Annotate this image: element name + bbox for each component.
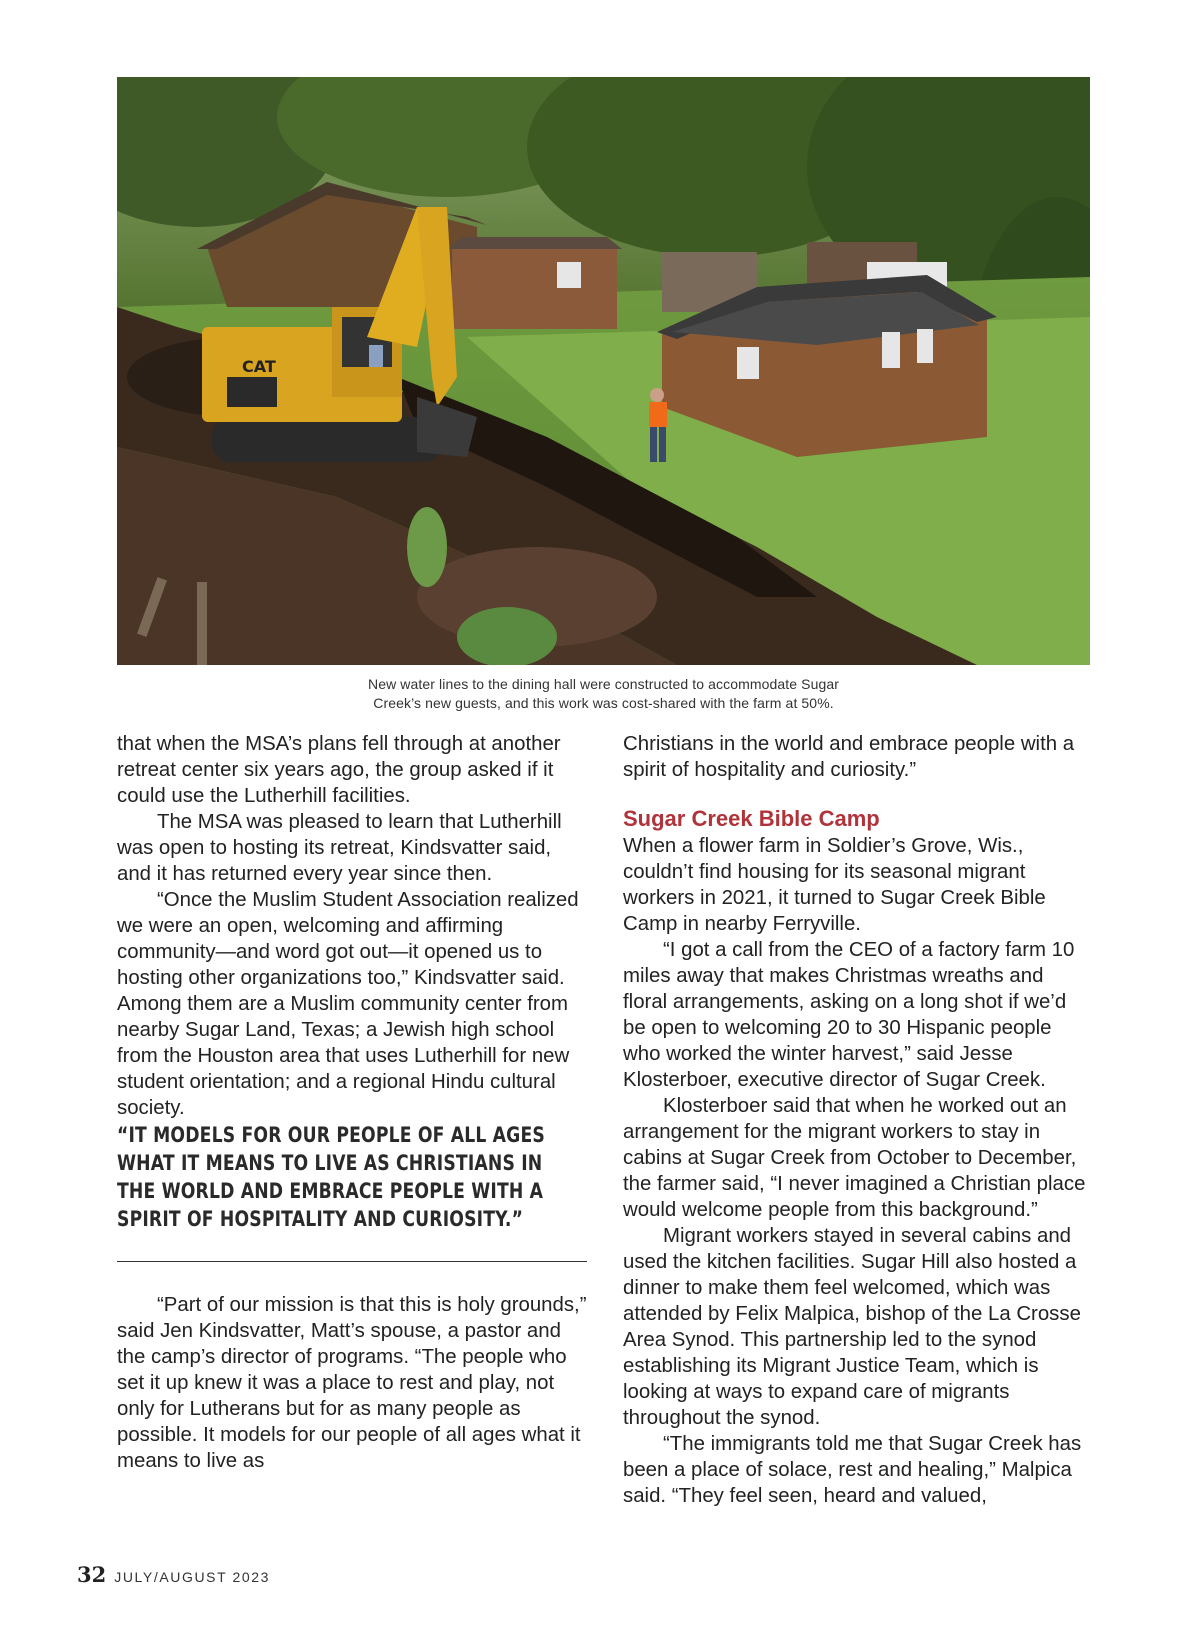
right-paragraph-3: “I got a call from the CEO of a factory farm 10 miles away that makes Christmas wreaths and floral arrangements, asking on a long shot if we’d be open to welcoming 20 to 30 Hispanic people who worked the winter harvest,” said Jesse Klosterboer, executive director of Sugar Creek.	[623, 939, 1075, 1091]
pull-quote: “IT MODELS FOR OUR PEOPLE OF ALL AGES WHAT IT MEANS TO LIVE AS CHRISTIANS IN THE WORLD AND EMBRACE PEOPLE WITH A SPIRIT OF HOSPITALITY AND CURIOSITY.”	[117, 1123, 545, 1231]
right-paragraph-1: Christians in the world and embrace people with a spirit of hospitality and curiosity.”	[623, 733, 1075, 781]
left-column	[117, 731, 587, 1474]
issue-date: JULY/AUGUST 2023	[114, 1569, 271, 1585]
pull-quote-divider	[117, 1261, 587, 1262]
excavator-cat-label: CAT	[242, 357, 276, 376]
page-footer	[77, 1562, 270, 1587]
article-photo	[117, 77, 1090, 665]
left-paragraph-4: “Part of our mission is that this is holy grounds,” said Jen Kindsvatter, Matt’s spouse, a pastor and the camp’s director of programs. “The people who set it up knew it was a place to rest and play, not only for Lutherans but for as many people as possible. It models for our people of all ages what it means to live as	[117, 1294, 587, 1472]
right-paragraph-2: When a flower farm in Soldier’s Grove, Wis., couldn’t find housing for its seasonal migrant workers in 2021, it turned to Sugar Creek Bible Camp in nearby Ferryville.	[623, 835, 1046, 935]
right-paragraph-6: “The immigrants told me that Sugar Creek has been a place of solace, rest and healing,” Malpica said. “They feel seen, heard and valued,	[623, 1433, 1082, 1507]
section-subhead: Sugar Creek Bible Camp	[623, 806, 880, 831]
page-number: 32	[77, 1562, 107, 1587]
right-paragraph-4: Klosterboer said that when he worked out an arrangement for the migrant workers to stay in cabins at Sugar Creek from October to December, the farmer said, “I never imagined a Christian place would welcome people from this background.”	[623, 1095, 1086, 1221]
caption-line-1: New water lines to the dining hall were constructed to accommodate Sugar	[368, 676, 839, 692]
right-paragraph-5: Migrant workers stayed in several cabins and used the kitchen facilities. Sugar Hill also hosted a dinner to make them feel welcomed, which was attended by Felix Malpica, bishop of the La Crosse Area Synod. This partnership led to the synod establishing its Migrant Justice Team, which is looking at ways to expand care of migrants throughout the synod.	[623, 1225, 1081, 1429]
excavation-scene-illustration	[117, 77, 1090, 665]
left-paragraph-2: The MSA was pleased to learn that Lutherhill was open to hosting its retreat, Kindsvatter said, and it has returned every year since then.	[117, 811, 562, 885]
photo-caption	[117, 675, 1090, 713]
right-column	[623, 731, 1093, 1509]
caption-line-2: Creek’s new guests, and this work was cost-shared with the farm at 50%.	[373, 695, 834, 711]
left-paragraph-3: “Once the Muslim Student Association realized we were an open, welcoming and affirming community—and word got out—it opened us to hosting other organizations too,” Kindsvatter said. Among them are a Muslim community center from nearby Sugar Land, Texas; a Jewish high school from the Houston area that uses Lutherhill for new student orientation; and a regional Hindu cultural society.	[117, 889, 579, 1119]
left-paragraph-1: that when the MSA’s plans fell through at another retreat center six years ago, the group asked if it could use the Lutherhill facilities.	[117, 733, 561, 807]
